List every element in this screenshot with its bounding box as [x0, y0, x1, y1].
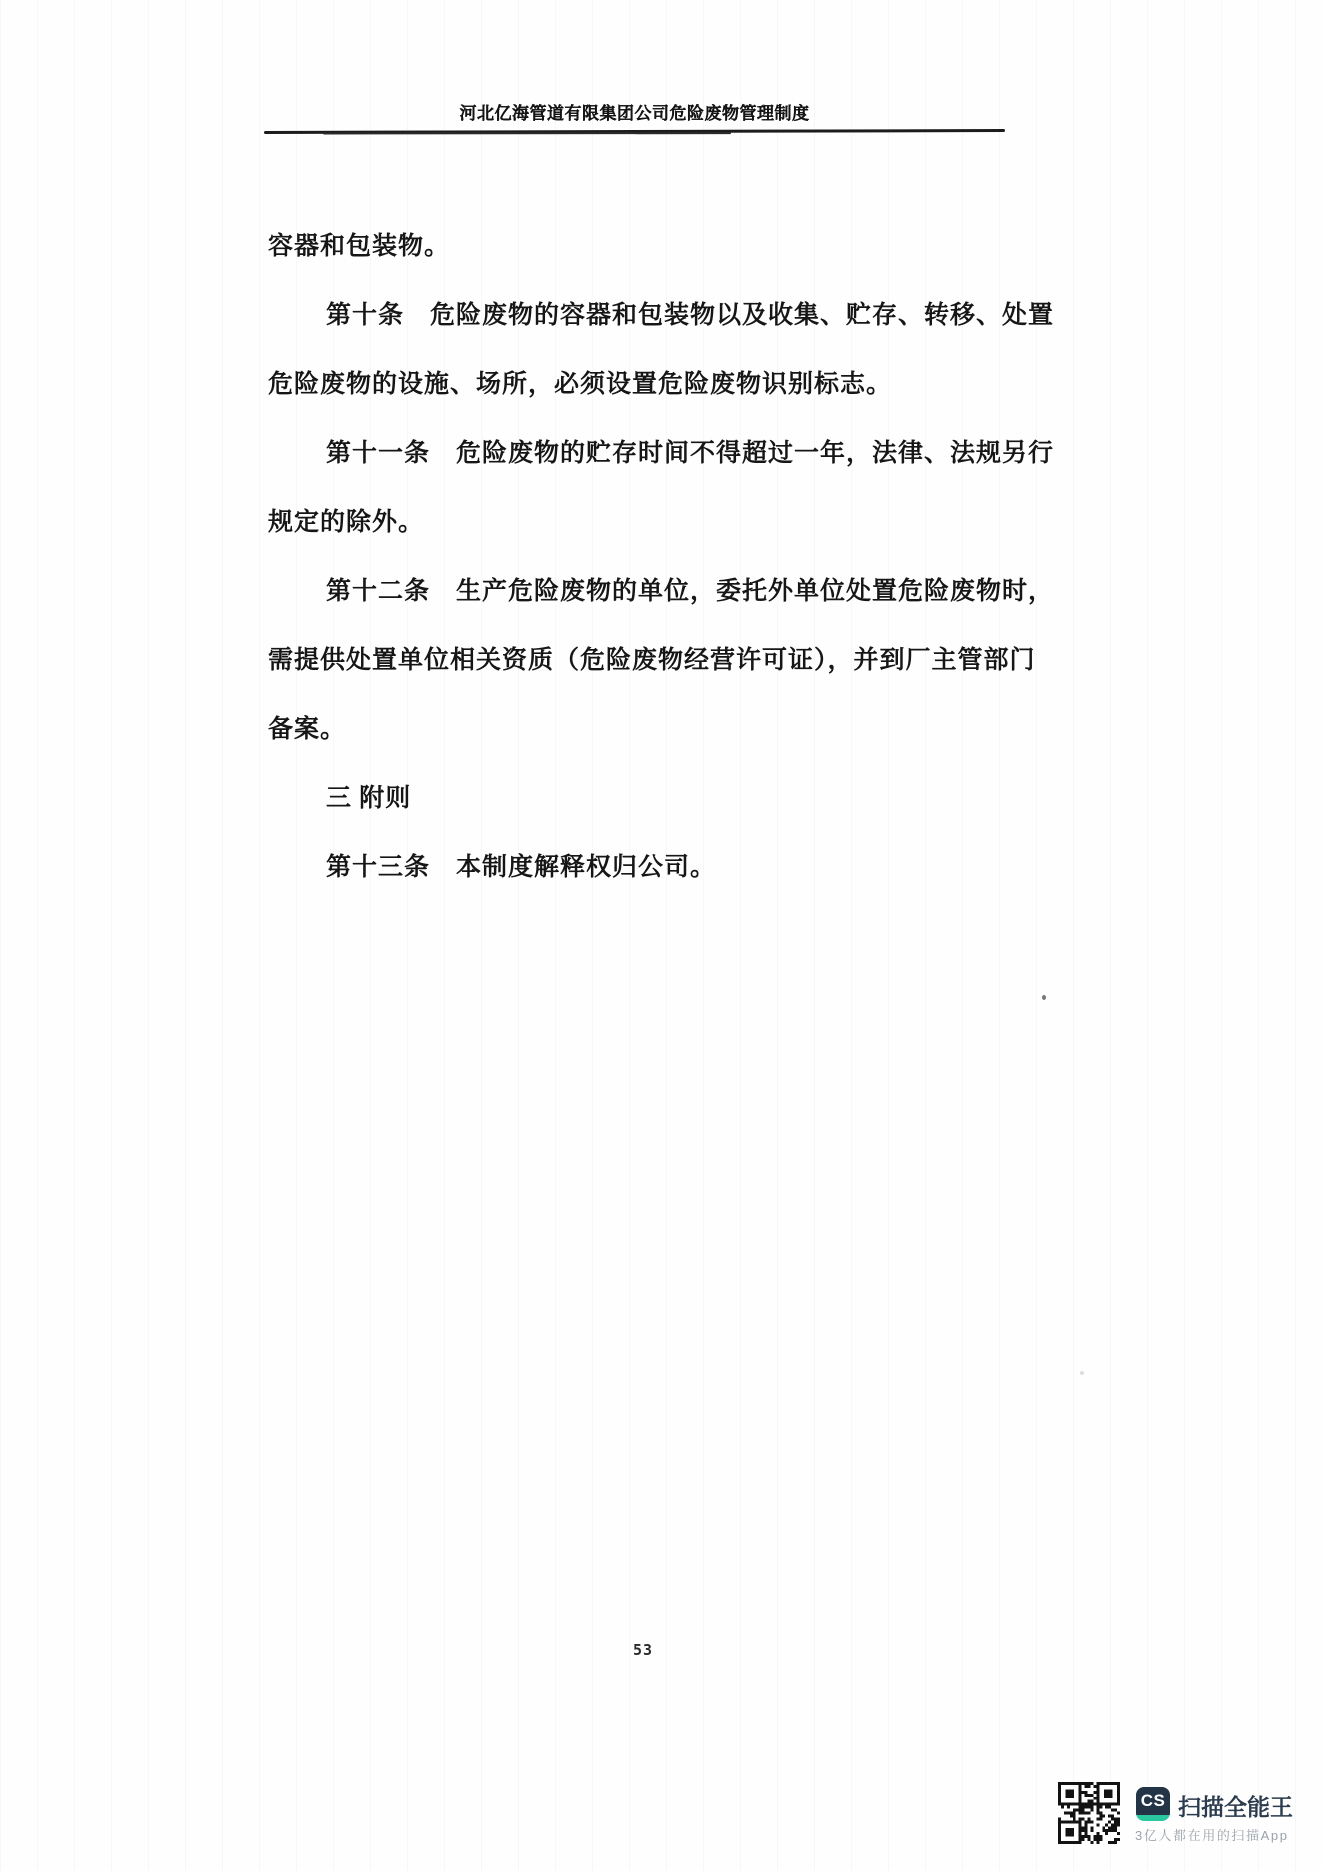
text-line: 第十一条 危险废物的贮存时间不得超过一年，法律、法规另行 [326, 440, 1055, 467]
text-line: 第十二条 生产危险废物的单位，委托外单位处置危险废物时， [326, 578, 1055, 605]
text-line: 第十三条 本制度解释权归公司。 [326, 854, 717, 881]
text-line: 备案。 [268, 716, 347, 743]
camscanner-app-name: 扫描全能王 [1178, 1794, 1293, 1820]
text-line: 规定的除外。 [268, 509, 425, 536]
page-header-title: 河北亿海管道有限集团公司危险废物管理制度 [459, 104, 810, 123]
header-rule [264, 129, 1005, 134]
camscanner-logo-text: CS [1140, 1791, 1166, 1810]
document-body [268, 212, 1055, 902]
text-line: 危险废物的设施、场所，必须设置危险废物识别标志。 [268, 371, 893, 398]
text-line: 需提供处置单位相关资质（危险废物经营许可证），并到厂主管部门 [268, 647, 1036, 674]
scan-artifact-dot [1080, 1371, 1084, 1375]
text-line: 第十条 危险废物的容器和包装物以及收集、贮存、转移、处置 [326, 302, 1055, 329]
page-number: 53 [632, 1641, 654, 1659]
camscanner-watermark [1058, 1781, 1294, 1847]
camscanner-logo-icon [1136, 1787, 1170, 1821]
text-line: 容器和包装物。 [268, 233, 451, 260]
camscanner-tagline: 3亿人都在用的扫描App [1135, 1828, 1289, 1843]
qr-code-icon [1058, 1782, 1120, 1844]
text-line: 三 附则 [326, 785, 412, 812]
scan-artifact-dot [1042, 995, 1046, 1000]
